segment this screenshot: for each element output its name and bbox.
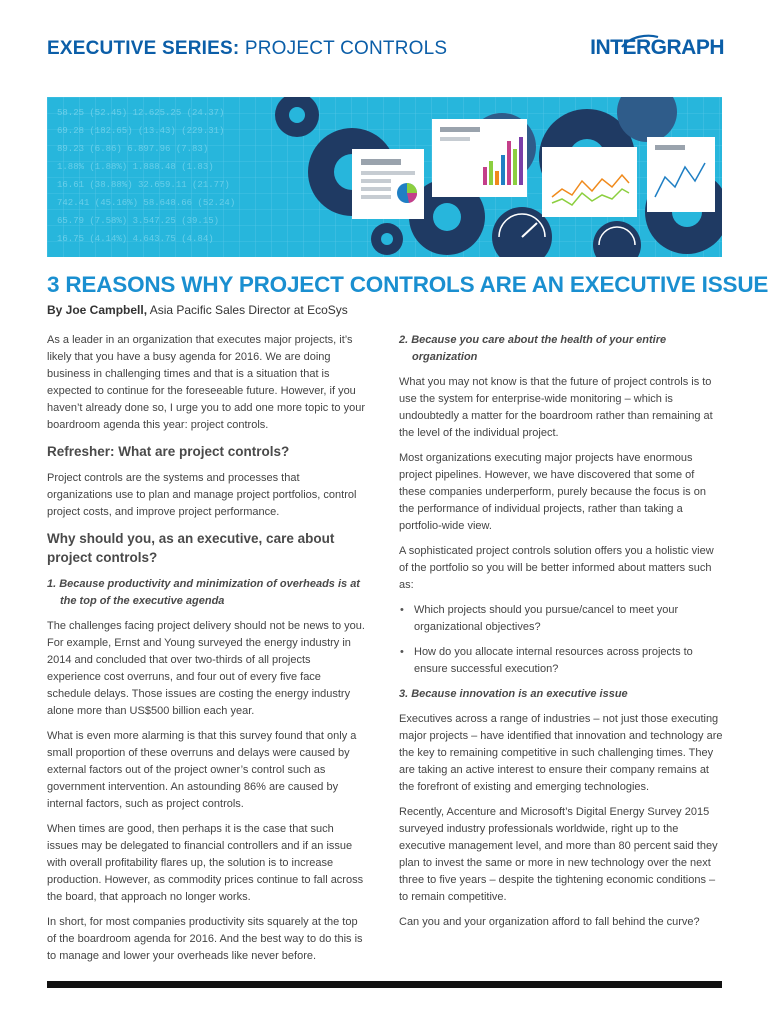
author-name: By Joe Campbell, bbox=[47, 303, 148, 317]
dashboard-icon bbox=[352, 149, 424, 219]
svg-text:16.61 (38.88%) 32.659.11 (21: 16.61 (38.88%) 32.659.11 (21.77) bbox=[57, 180, 230, 190]
article-title: 3 REASONS WHY PROJECT CONTROLS ARE AN EXECUTIVE ISSUE bbox=[47, 272, 768, 297]
list-item: • Which projects should you pursue/cancel to meet your organizational objectives? bbox=[399, 602, 723, 636]
byline bbox=[47, 303, 348, 317]
svg-text:742.41 (45.16%) 58.648.66 (52: 742.41 (45.16%) 58.648.66 (52.24) bbox=[57, 198, 236, 208]
bullet-list bbox=[399, 602, 723, 678]
reason-3-heading: 3. Because innovation is an executive issue bbox=[399, 688, 628, 700]
svg-text:16.75 (4.14%) 4.643.75 (4.8: 16.75 (4.14%) 4.643.75 (4.84) bbox=[57, 234, 214, 244]
svg-text:69.28 (182.65) (13.43) (229.: 69.28 (182.65) (13.43) (229.31) bbox=[57, 126, 225, 136]
intergraph-logo: INTERGRAPH bbox=[590, 36, 724, 59]
paragraph: When times are good, then perhaps it is the case that such issues may be delegated to financial controllers and if an issue with overall profitability flares up, the solution is to increase production. However, as commodity prices continue to fall across the board, that approach no longer works. bbox=[47, 823, 364, 903]
intro-paragraph: As a leader in an organization that executes major projects, it’s likely that you have a busy agenda for 2016. We are doing business in challenging times and that is a situation that is expected to continue for the foreseeable future. However, if you haven’t already done so, I urge you to add one more topic to your boardroom agenda this year: project controls. bbox=[47, 334, 365, 431]
paragraph: Executives across a range of industries – not just those executing major projects – have identified that innovation and technology are the key to remaining competitive in such challenging times. They are taking an active interest to ensure their company remains at the forefront of existing and emerging technologies. bbox=[399, 713, 723, 793]
why-heading: Why should you, as an executive, care about project controls? bbox=[47, 531, 335, 565]
svg-text:1.88% (1.88%) 1.888.48 (1.8: 1.88% (1.88%) 1.888.48 (1.83) bbox=[57, 162, 214, 172]
paragraph: What you may not know is that the future of project controls is to use the system for enterprise-wide monitoring – which is undoubtedly a matter for the boardroom rather than remaining at the level of the individual project. bbox=[399, 376, 713, 439]
paragraph: The challenges facing project delivery should not be news to you. For example, Ernst and Young surveyed the energy industry in 2014 and concluded that over two-thirds of all projects experience cost overruns, and four out of every five face schedule delays. Those issues are costing the energy industry alone more than US$500 billion each year. bbox=[47, 620, 365, 717]
series-label-rest: PROJECT CONTROLS bbox=[239, 38, 448, 59]
paragraph: Recently, Accenture and Microsoft’s Digital Energy Survey 2015 surveyed industry professionals worldwide, right up to the executive management level, and more than 80 percent said they plan to invest the same or more in new technology over the next three to five years – despite the tightening economic conditions – to remain competitive. bbox=[399, 806, 718, 903]
banner-illustration bbox=[47, 97, 722, 257]
reason-1-heading: 1. Because productivity and minimization of overheads is at the top of the executive agenda bbox=[47, 578, 360, 607]
svg-text:65.79 (7.58%) 3.547.25 (39.: 65.79 (7.58%) 3.547.25 (39.15) bbox=[57, 216, 220, 226]
refresher-paragraph: Project controls are the systems and processes that organizations use to plan and manage project portfolios, control project costs, and improve project performance. bbox=[47, 472, 357, 518]
refresher-heading: Refresher: What are project controls? bbox=[47, 444, 290, 459]
line-chart-icon bbox=[542, 137, 715, 217]
series-label-bold: EXECUTIVE SERIES: bbox=[47, 38, 240, 59]
series-header bbox=[47, 38, 447, 60]
paragraph: A sophisticated project controls solution offers you a holistic view of the portfolio so you will be better informed about matters such as: bbox=[399, 545, 714, 591]
paragraph: In short, for most companies productivity sits squarely at the top of the boardroom agenda for 2016. And the best way to do this is to manage and lower your overheads like never before. bbox=[47, 916, 363, 962]
bottom-rule bbox=[47, 981, 722, 988]
bar-chart-icon bbox=[432, 119, 527, 197]
svg-text:58.25 (52.45) 12.625.25 (24: 58.25 (52.45) 12.625.25 (24.37) bbox=[57, 108, 225, 118]
reason-2-heading: 2. Because you care about the health of your entire organization bbox=[399, 334, 667, 363]
paragraph: Most organizations executing major projects have enormous project pipelines. However, we have discovered that some of these companies underperform, purely because the focus is on the performance of individual projects, rather than taking a portfolio-wide view. bbox=[399, 452, 706, 532]
left-column bbox=[47, 332, 365, 973]
paragraph: Can you and your organization afford to fall behind the curve? bbox=[399, 916, 700, 928]
paragraph: What is even more alarming is that this survey found that only a small proportion of these overruns and delays were caused by external factors out of the project owner’s control such as government intervention. An astounding 86% are caused by internal factors, such as project controls. bbox=[47, 730, 357, 810]
author-role: Asia Pacific Sales Director at EcoSys bbox=[147, 303, 348, 317]
svg-text:89.23 (6.86) 6.897.96 (7.8: 89.23 (6.86) 6.897.96 (7.83) bbox=[57, 144, 209, 154]
list-item: • How do you allocate internal resources across projects to ensure successful execution? bbox=[399, 644, 723, 678]
hero-banner bbox=[47, 97, 722, 257]
right-column bbox=[399, 332, 723, 939]
